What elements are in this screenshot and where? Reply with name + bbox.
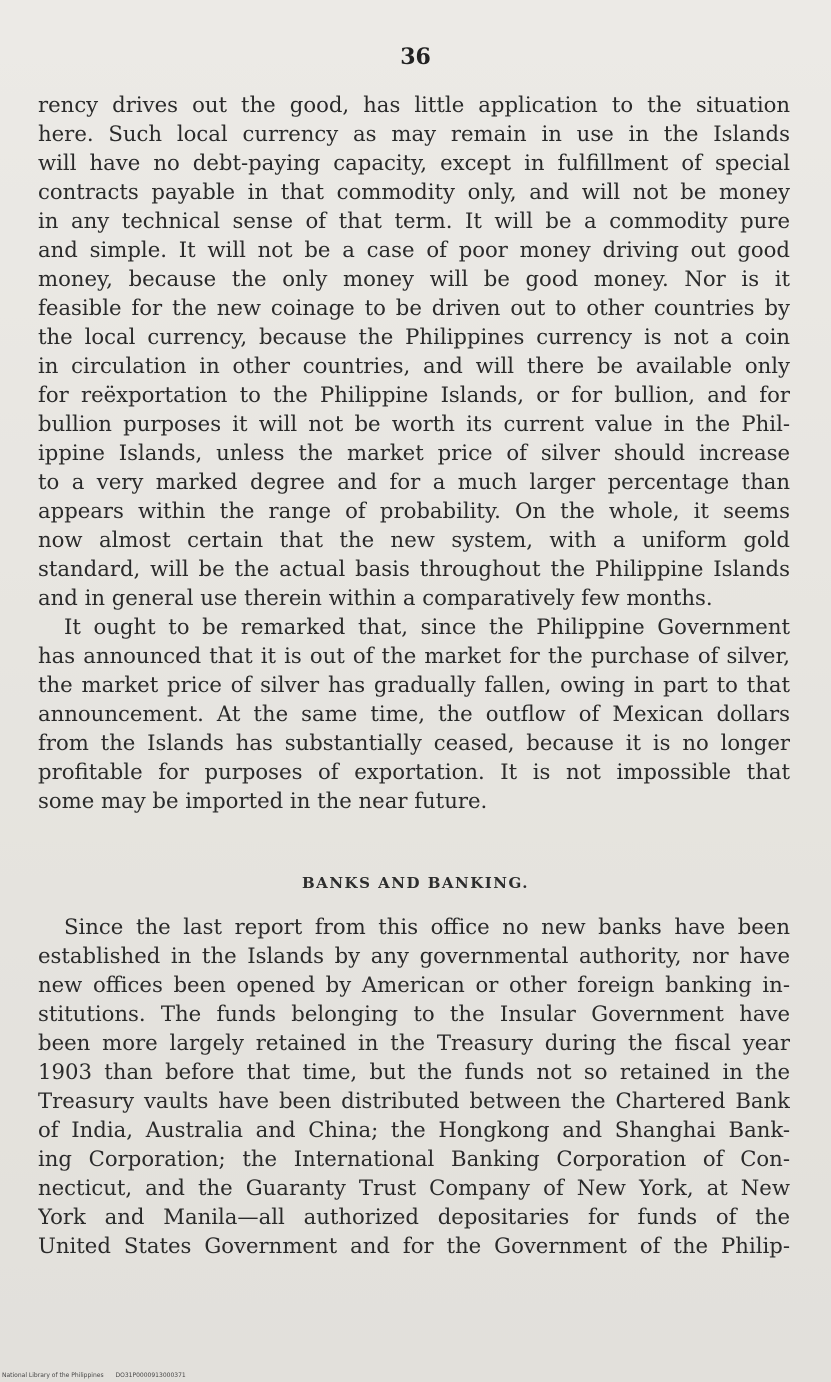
text-line: to a very marked degree and for a much larger percentage than: [38, 469, 790, 494]
page-number: 36: [400, 44, 431, 70]
paragraph-banks: [38, 912, 790, 1260]
text-line: the market price of silver has gradually fallen, owing in part to that: [38, 672, 790, 697]
text-line: in any technical sense of that term. It will be a commodity pure: [38, 208, 790, 233]
section-heading: BANKS AND BANKING.: [302, 874, 529, 892]
text-line: appears within the range of probability. On the whole, it seems: [38, 498, 790, 523]
text-line: been more largely retained in the Treasury during the fiscal year: [38, 1030, 790, 1055]
text-line: the local currency, because the Philippines currency is not a coin: [38, 324, 790, 349]
text-line: from the Islands has substantially ceased, because it is no longer: [38, 730, 790, 755]
text-line: will have no debt-paying capacity, except in fulfillment of special: [38, 150, 790, 175]
text-line: It ought to be remarked that, since the Philippine Government: [64, 614, 790, 639]
text-line: and in general use therein within a comparatively few months.: [38, 585, 713, 610]
text-line: feasible for the new coinage to be driven out to other countries by: [38, 295, 790, 320]
text-line: 1903 than before that time, but the funds not so retained in the: [38, 1059, 790, 1084]
text-line: now almost certain that the new system, with a uniform gold: [38, 527, 790, 552]
footer-library-label: National Library of the Philippines: [2, 1372, 104, 1379]
text-line: United States Government and for the Government of the Philip-: [38, 1233, 790, 1258]
paragraph-currency: [38, 90, 790, 612]
text-line: established in the Islands by any governmental authority, nor have: [38, 943, 790, 968]
text-line: some may be imported in the near future.: [38, 788, 488, 813]
text-line: for reëxportation to the Philippine Islands, or for bullion, and for: [38, 382, 790, 407]
text-line: in circulation in other countries, and will there be available only: [38, 353, 790, 378]
text-line: York and Manila—all authorized depositaries for funds of the: [38, 1204, 790, 1229]
text-line: and simple. It will not be a case of poor money driving out good: [38, 237, 790, 262]
text-line: ippine Islands, unless the market price of silver should increase: [38, 440, 790, 465]
text-line: here. Such local currency as may remain in use in the Islands: [38, 121, 790, 146]
text-line: bullion purposes it will not be worth its current value in the Phil-: [38, 411, 790, 436]
text-line: profitable for purposes of exportation. It is not impossible that: [38, 759, 790, 784]
text-line: contracts payable in that commodity only, and will not be money: [38, 179, 790, 204]
text-line: Treasury vaults have been distributed between the Chartered Bank: [38, 1088, 790, 1113]
text-line: rency drives out the good, has little application to the situation: [38, 92, 790, 117]
text-line: announcement. At the same time, the outflow of Mexican dollars: [38, 701, 790, 726]
text-line: of India, Australia and China; the Hongkong and Shanghai Bank-: [38, 1117, 790, 1142]
text-line: standard, will be the actual basis throughout the Philippine Islands: [38, 556, 790, 581]
text-line: Since the last report from this office no new banks have been: [64, 914, 790, 939]
scan-footer: [2, 1372, 196, 1379]
text-line: stitutions. The funds belonging to the Insular Government have: [38, 1001, 790, 1026]
text-line: necticut, and the Guaranty Trust Company of New York, at New: [38, 1175, 790, 1200]
text-line: ing Corporation; the International Banking Corporation of Con-: [38, 1146, 790, 1171]
text-line: has announced that it is out of the market for the purchase of silver,: [38, 643, 790, 668]
paragraph-silver-market: [38, 612, 790, 815]
footer-code-label: DO31P0000913000371: [115, 1372, 186, 1379]
text-line: new offices been opened by American or other foreign banking in-: [38, 972, 790, 997]
text-line: money, because the only money will be good money. Nor is it: [38, 266, 790, 291]
